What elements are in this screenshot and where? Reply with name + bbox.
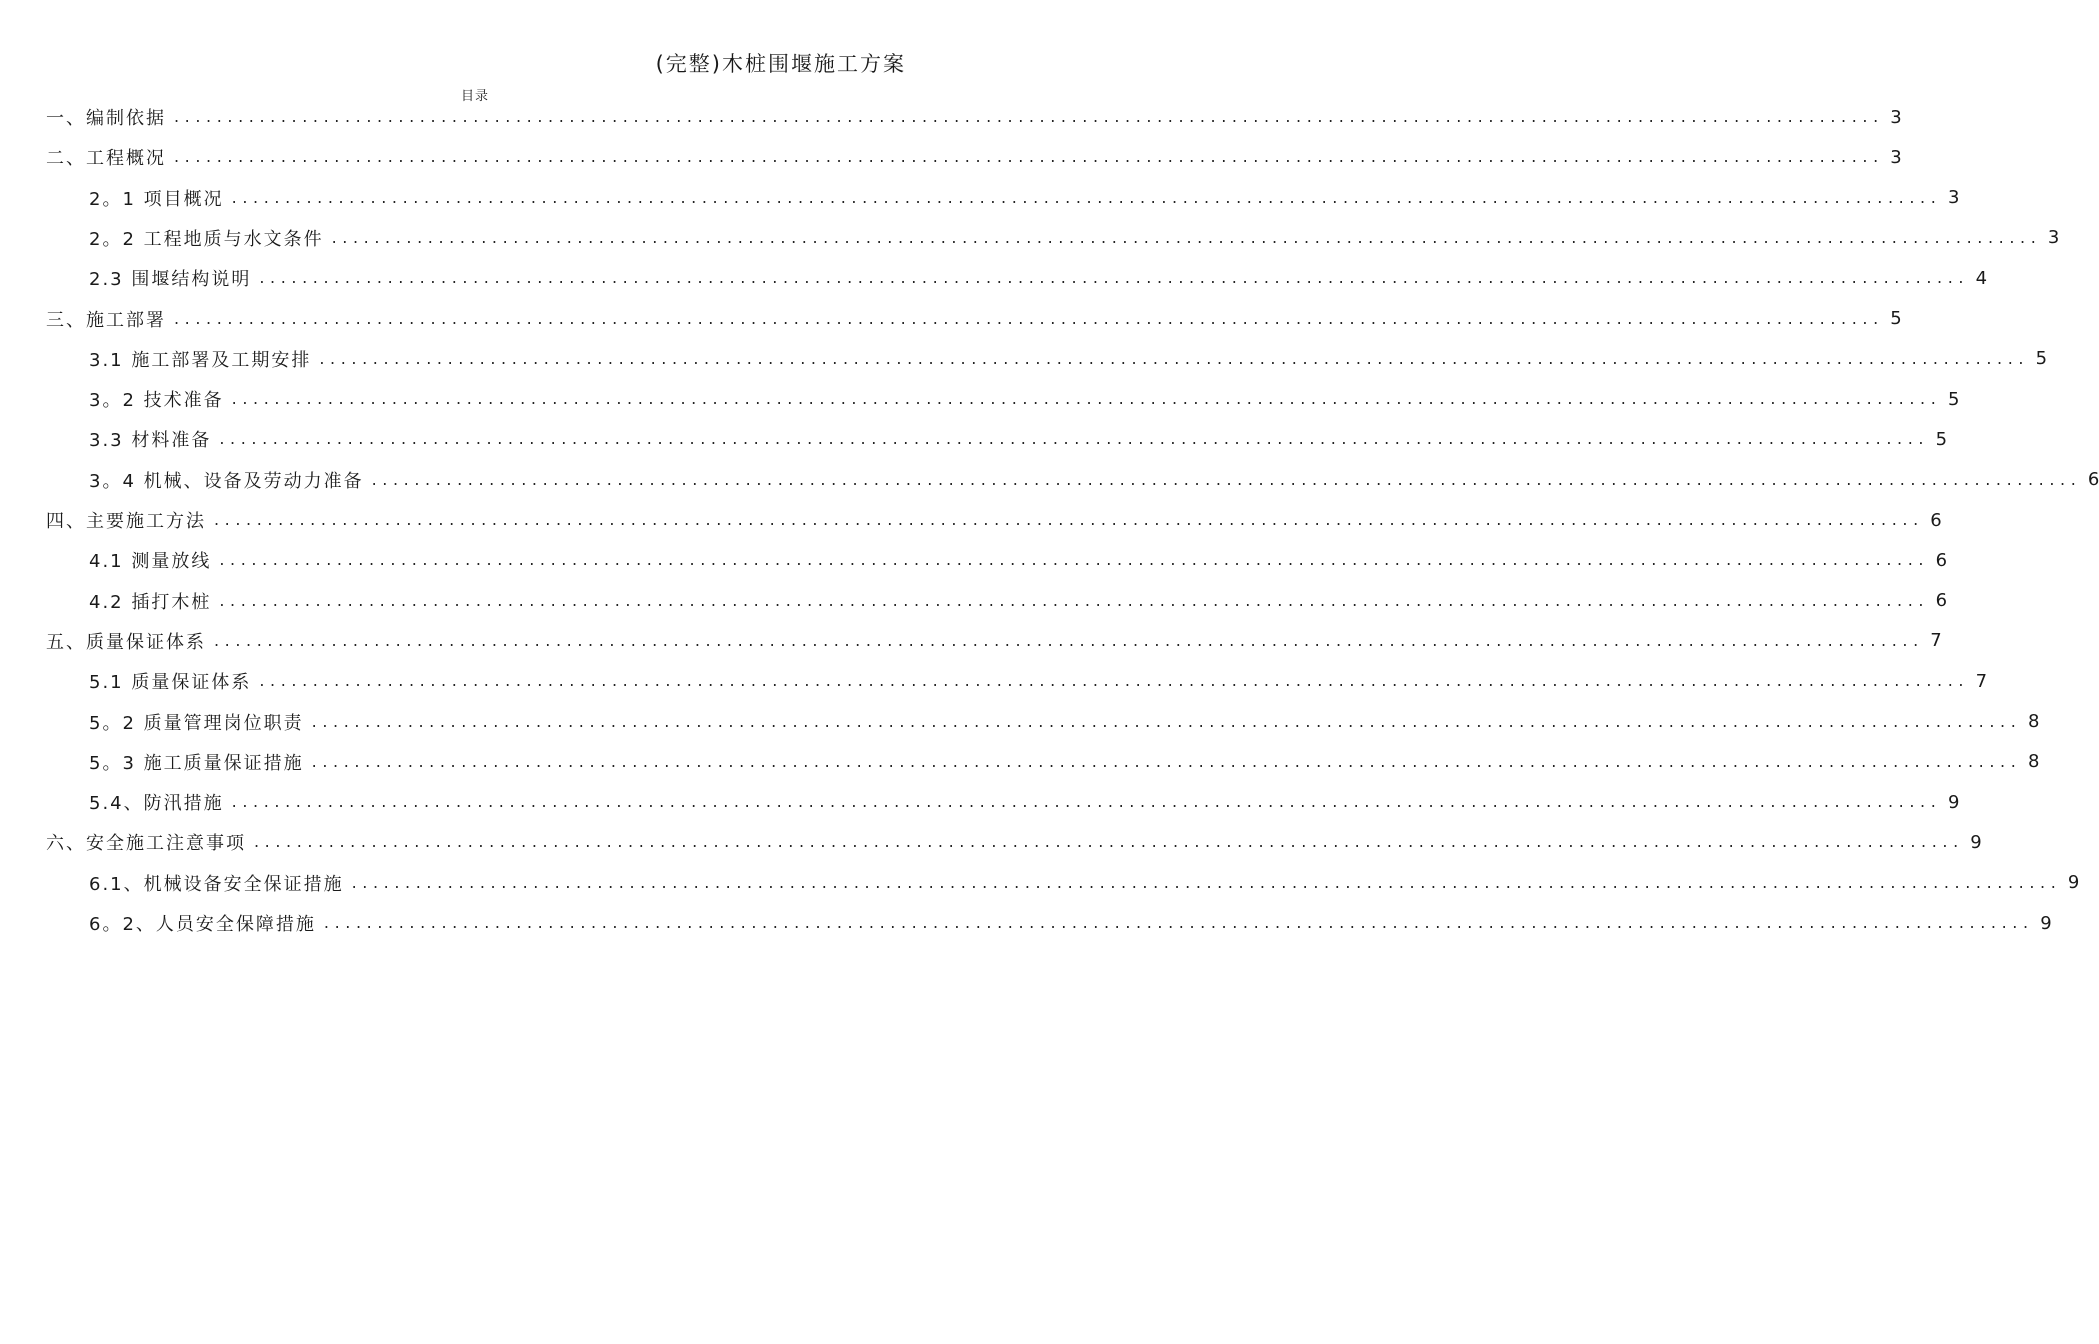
toc-entry-page-number: 7 [1975,670,1988,692]
toc-entry-page-number: 3 [1890,106,1902,128]
toc-entry-page-number: 7 [1930,630,1942,652]
toc-entry[interactable] [89,545,1948,575]
toc-entry-label: 5.4、防汛措施 [89,793,224,815]
toc-entry[interactable] [89,747,2040,777]
toc-entry-label: 6.1、机械设备安全保证措施 [89,873,344,895]
toc-entry[interactable] [89,586,1948,616]
toc-entry-label: 6。2、人员安全保障措施 [89,914,316,935]
toc-entry-label: 4.2 插打木桩 [89,591,212,613]
toc-dot-leader: ................................................................................................................................................................ [231,792,1942,812]
toc-dot-leader: ................................................................................................................................................................ [214,630,1924,650]
toc-entry[interactable] [89,263,1988,293]
toc-dot-leader: ................................................................................................................................................................ [311,751,2022,771]
toc-entry-label: 2。1 项目概况 [89,188,224,210]
toc-entry-label: 5.1 质量保证体系 [89,672,252,694]
toc-entry-page-number: 3 [2047,227,2060,249]
toc-entry-page-number: 6 [1935,590,1948,612]
toc-dot-leader: ................................................................................................................................................................ [219,550,1930,570]
toc-entry-page-number: 5 [1935,428,1948,450]
toc-entry-page-number: 9 [2067,872,2080,894]
toc-entry-page-number: 6 [1930,509,1942,531]
toc-entry-label: 5。3 施工质量保证措施 [89,752,304,774]
toc-dot-leader: ................................................................................................................................................................ [254,832,1964,852]
toc-entry-label: 5。2 质量管理岗位职责 [89,712,304,734]
toc-entry[interactable] [46,304,1902,334]
toc-entry[interactable] [46,626,1942,656]
toc-entry-page-number: 3 [1947,187,1960,209]
toc-entry[interactable] [89,465,2099,495]
toc-entry[interactable] [89,223,2060,253]
toc-dot-leader: ................................................................................................................................................................ [174,147,1884,167]
toc-entry[interactable] [89,707,2040,737]
toc-entry[interactable] [46,827,1982,857]
toc-entry-page-number: 8 [2027,711,2040,732]
toc-entry[interactable] [89,868,2080,898]
toc-entry[interactable] [46,505,1942,535]
toc-dot-leader: ................................................................................................................................................................ [259,671,1970,691]
toc-entry[interactable] [89,344,2048,374]
toc-entry[interactable] [89,908,2052,938]
toc-entry-label: 3.1 施工部署及工期安排 [89,349,312,371]
toc-dot-leader: ................................................................................................................................................................ [174,308,1884,328]
toc-entry-label: 三、施工部署 [46,309,166,331]
toc-dot-leader: ................................................................................................................................................................ [219,590,1930,610]
toc-entry-label: 3。2 技术准备 [89,390,224,412]
toc-dot-leader: ................................................................................................................................................................ [319,348,2030,368]
toc-entry-label: 六、安全施工注意事项 [46,833,246,855]
toc-entry-label: 二、工程概况 [46,148,166,170]
toc-dot-leader: ................................................................................................................................................................ [259,268,1970,288]
toc-entry-label: 4.1 测量放线 [89,551,212,573]
toc-entry-page-number: 3 [1890,146,1902,168]
toc-entry-label: 2。2 工程地质与水文条件 [89,228,324,250]
toc-dot-leader: ................................................................................................................................................................ [214,510,1924,529]
toc-entry[interactable] [89,666,1988,696]
toc-entry-label: 3.3 材料准备 [89,430,212,452]
toc-entry-page-number: 8 [2027,751,2040,773]
toc-dot-leader: ................................................................................................................................................................ [231,389,1942,409]
toc-entry-page-number: 9 [1947,791,1960,813]
toc-dot-leader: ................................................................................................................................................................ [371,469,2082,489]
toc-entry-page-number: 6 [2087,469,2099,491]
toc-entry-label: 四、主要施工方法 [46,511,206,532]
toc-dot-leader: ................................................................................................................................................................ [331,227,2042,247]
toc-entry-page-number: 6 [1935,549,1948,571]
toc-dot-leader: ................................................................................................................................................................ [231,187,1942,207]
toc-dot-leader: ................................................................................................................................................................ [351,872,2062,892]
toc-dot-leader: ................................................................................................................................................................ [219,429,1930,449]
toc-entry[interactable] [89,183,1960,213]
toc-entry[interactable] [89,424,1948,454]
toc-entry-label: 3。4 机械、设备及劳动力准备 [89,470,364,492]
toc-entry-page-number: 9 [1970,831,1982,853]
document-header-title: (完整)木桩围堰施工方案 [655,52,906,76]
toc-entry-label: 2.3 围堰结构说明 [89,269,252,291]
toc-entry-page-number: 5 [2035,348,2048,370]
toc-entry[interactable] [89,787,1960,817]
toc-entry-label: 五、质量保证体系 [46,631,206,653]
toc-entry[interactable] [46,102,1902,132]
toc-entry-page-number: 5 [1947,388,1960,410]
toc-entry-page-number: 4 [1975,267,1988,289]
toc-entry-page-number: 5 [1890,308,1902,329]
toc-heading: 目录 [460,89,489,104]
toc-entry[interactable] [89,384,1960,414]
toc-entry[interactable] [46,142,1902,172]
toc-dot-leader: ................................................................................................................................................................ [323,913,2034,932]
toc-dot-leader: ................................................................................................................................................................ [174,107,1884,126]
toc-entry-label: 一、编制依据 [46,108,166,129]
toc-dot-leader: ................................................................................................................................................................ [311,711,2022,731]
toc-entry-page-number: 9 [2040,912,2052,934]
